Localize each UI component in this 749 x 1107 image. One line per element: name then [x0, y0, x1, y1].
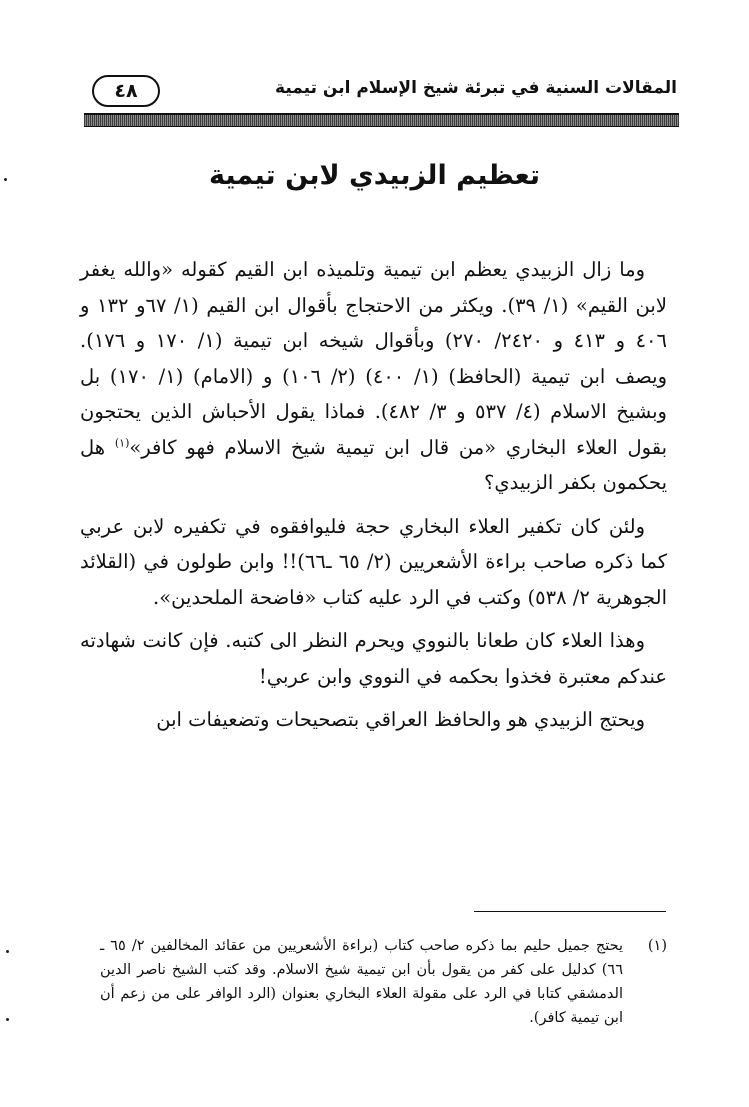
paragraph: ولئن كان تكفير العلاء البخاري حجة فليوافقوه في تكفيره لابن عربي كما ذكره صاحب براءة الأشعريين (٢/ ٦٥ ـ٦٦)!! وابن طولون في (القلائد الجوهرية ٢/ ٥٣٨) وكتب في الرد عليه كتاب «فاضحة الملحدين». — [80, 514, 667, 609]
paragraph: ويحتج الزبيدي هو والحافظ العراقي بتصحيحات وتضعيفات ابن — [156, 708, 645, 731]
header-divider — [84, 113, 679, 127]
paragraph-text-tail: هل يحكمون بكفر الزبيدي؟ — [80, 435, 667, 494]
footnote-text: يحتج جميل حليم بما ذكره صاحب كتاب (براءة الأشعريين من عقائد المخالفين ٢/ ٦٥ ـ ٦٦) كدليل على كفر من يقول بأن ابن تيمية شيخ الاسلام. وقد كتب الشيخ ناصر الدين الدمشقي كتابا في الرد على مقولة العلاء البخاري بعنوان (الرد الوافر على من زعم أن ابن تيمية كافر). — [100, 938, 624, 1026]
page-number-badge: ٤٨ — [92, 75, 160, 107]
running-title: المقالات السنية في تبرئة شيخ الإسلام ابن تيمية — [275, 78, 677, 98]
footnote-marker: (١) — [647, 938, 667, 954]
paragraph — [80, 252, 667, 501]
chapter-title: تعظيم الزبيدي لابن تيمية — [209, 160, 540, 191]
footnote-reference: (١) — [114, 436, 130, 449]
scan-speck — [4, 178, 7, 181]
scan-speck — [6, 1018, 9, 1021]
footnote-divider — [474, 911, 666, 912]
scan-speck — [6, 950, 9, 953]
body-text — [80, 252, 667, 738]
page-header — [82, 72, 677, 110]
paragraph-text: وما زال الزبيدي يعظم ابن تيمية وتلميذه ابن القيم كقوله «والله يغفر لابن القيم» (١/ ٣٩). ويكثر من الاحتجاج بأقوال ابن القيم (١/ ٦٧و ١٣٢ و ٤٠٦ و ٤١٣ و ٢٤٢٠/ ٢٧٠) وبأقوال شيخه ابن تيمية (١/ ١٧٠ و ١٧٦). ويصف ابن تيمية (الحافظ) (١/ ٤٠٠) (٢/ ١٠٦) و (الامام) (١/ ١٧٠) بل وبشيخ الاسلام (٤/ ٥٣٧ و ٣/ ٤٨٢). فماذا يقول الأحباش الذين يحتجون بقول العلاء البخاري «من قال ابن تيمية شيخ الاسلام فهو كافر» — [80, 258, 668, 459]
paragraph: وهذا العلاء كان طعانا بالنووي ويحرم النظر الى كتبه. فإن كانت شهادته عندكم معتبرة فخذوا بحكمه في النووي وابن عربي! — [80, 629, 667, 688]
footnote — [100, 934, 667, 1030]
